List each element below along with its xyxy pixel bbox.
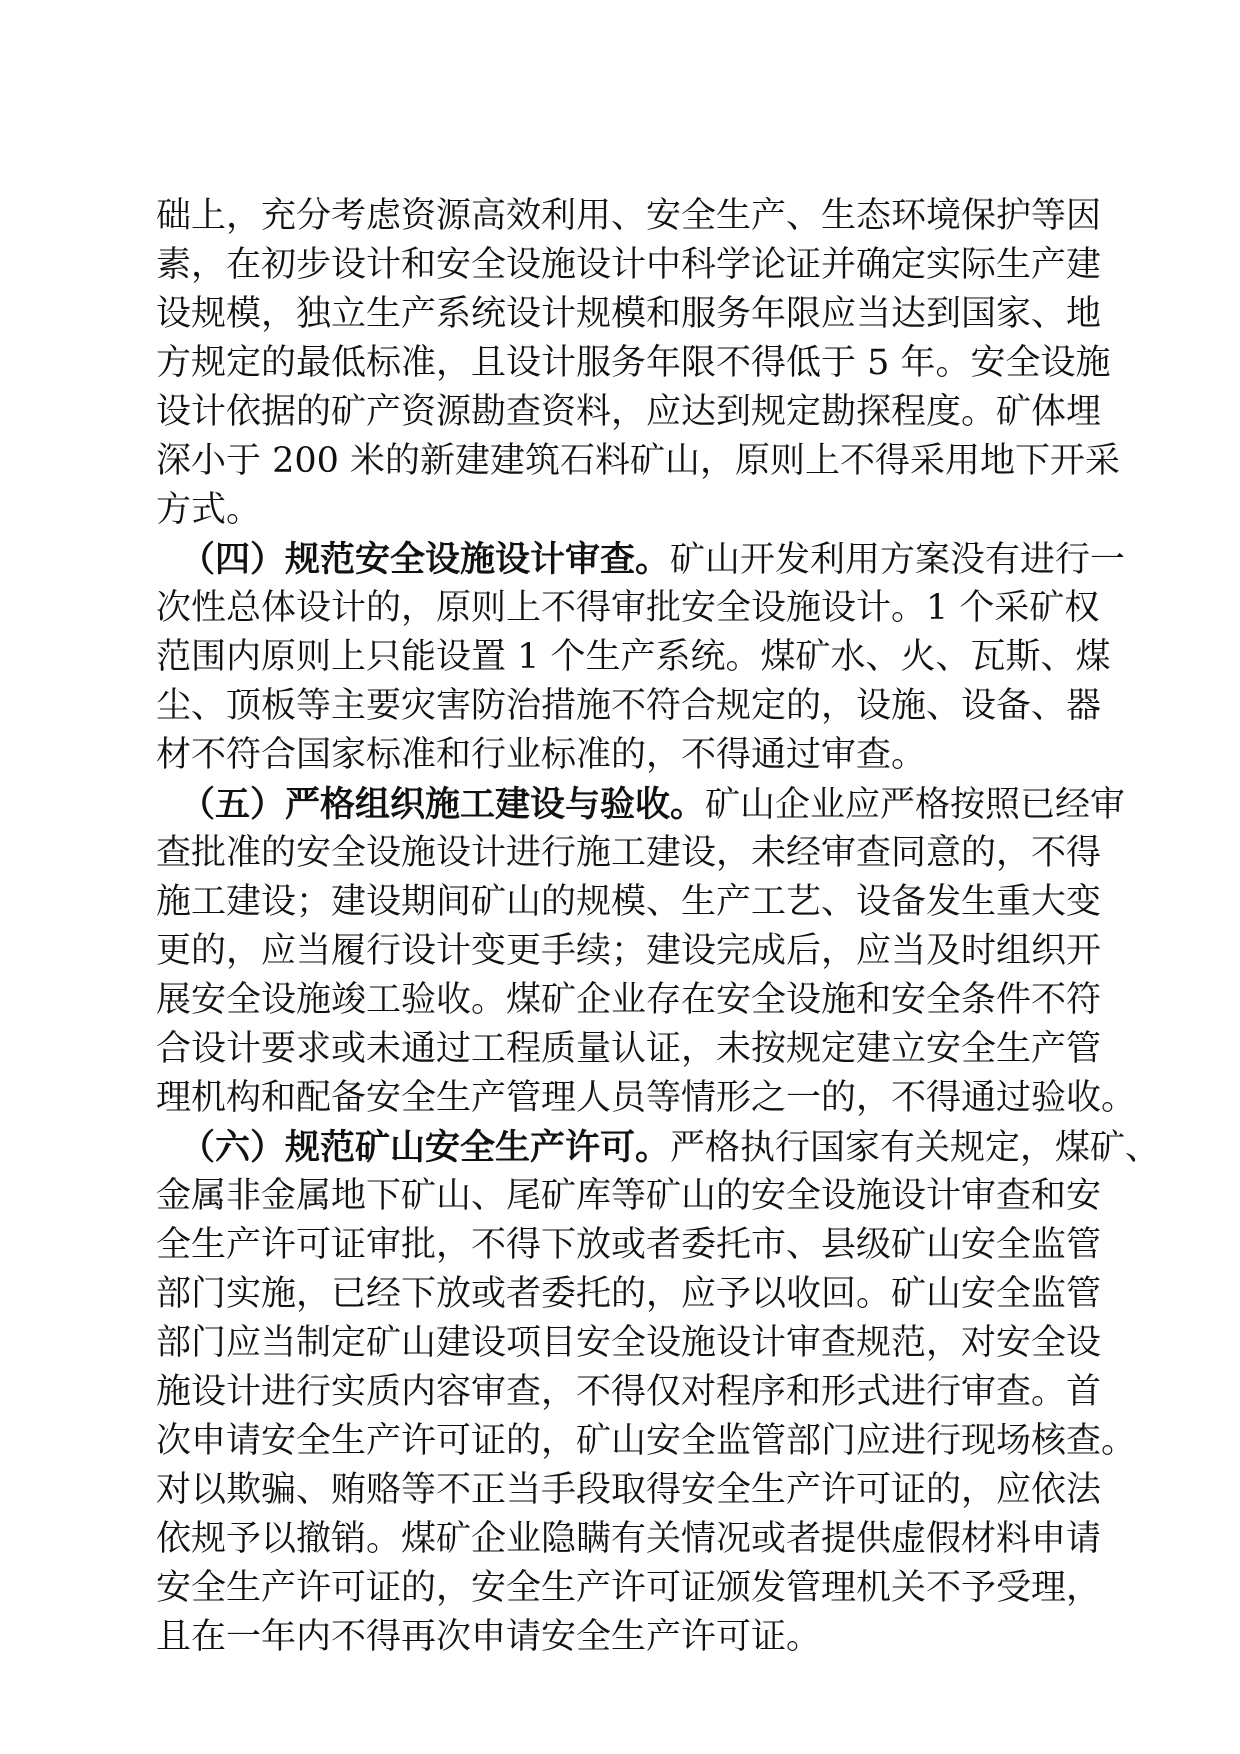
text-line: 施工建设；建设期间矿山的规模、生产工艺、设备发生重大变 — [156, 882, 1102, 922]
text-line: 施设计进行实质内容审查，不得仅对程序和形式进行审查。首 — [156, 1372, 1102, 1412]
text-line: 范围内原则上只能设置 1 个生产系统。煤矿水、火、瓦斯、煤 — [156, 637, 1111, 677]
text-run: 矿山开发利用方案没有进行一 — [670, 540, 1126, 580]
paragraph-4 — [156, 1123, 1161, 1662]
paragraph-2 — [156, 535, 1126, 780]
text-line: 设规模，独立生产系统设计规模和服务年限应当达到国家、地 — [156, 294, 1102, 334]
text-line: 金属非金属地下矿山、尾矿库等矿山的安全设施设计审查和安 — [156, 1176, 1102, 1216]
text-line: 方式。 — [156, 490, 262, 530]
text-line: 合设计要求或未通过工程质量认证，未按规定建立安全生产管 — [156, 1029, 1102, 1069]
text-line — [156, 1123, 1161, 1172]
text-line: 础上，充分考虑资源高效利用、安全生产、生态环境保护等因 — [156, 196, 1102, 236]
text-line — [156, 535, 1126, 584]
section-heading: （六）规范矿山安全生产许可。 — [180, 1127, 671, 1168]
document-body — [156, 192, 1161, 1662]
text-line: 材不符合国家标准和行业标准的，不得通过审查。 — [156, 735, 927, 775]
text-line — [156, 780, 1126, 829]
text-run: 矿山企业应严格按照已经审 — [705, 785, 1126, 825]
text-line: 对以欺骗、贿赂等不正当手段取得安全生产许可证的，应依法 — [156, 1470, 1102, 1510]
text-line: 尘、顶板等主要灾害防治措施不符合规定的，设施、设备、器 — [156, 686, 1102, 726]
text-line: 部门应当制定矿山建设项目安全设施设计审查规范，对安全设 — [156, 1323, 1102, 1363]
text-line: 次申请安全生产许可证的，矿山安全监管部门应进行现场核查。 — [156, 1421, 1137, 1461]
text-line: 更的，应当履行设计变更手续；建设完成后，应当及时组织开 — [156, 931, 1102, 971]
text-line: 设计依据的矿产资源勘查资料，应达到规定勘探程度。矿体埋 — [156, 392, 1102, 432]
text-line: 展安全设施竣工验收。煤矿企业存在安全设施和安全条件不符 — [156, 980, 1102, 1020]
section-heading: （五）严格组织施工建设与验收。 — [180, 784, 706, 825]
text-line: 理机构和配备安全生产管理人员等情形之一的，不得通过验收。 — [156, 1078, 1137, 1118]
text-run: 严格执行国家有关规定，煤矿、 — [670, 1128, 1161, 1168]
text-line: 全生产许可证审批，不得下放或者委托市、县级矿山安全监管 — [156, 1225, 1102, 1265]
text-line: 安全生产许可证的，安全生产许可证颁发管理机关不予受理， — [156, 1568, 1102, 1608]
text-line: 深小于 200 米的新建建筑石料矿山，原则上不得采用地下开采 — [156, 441, 1121, 481]
text-line: 且在一年内不得再次申请安全生产许可证。 — [156, 1617, 822, 1657]
text-line: 次性总体设计的，原则上不得审批安全设施设计。1 个采矿权 — [156, 588, 1100, 628]
text-line: 素，在初步设计和安全设施设计中科学论证并确定实际生产建 — [156, 245, 1102, 285]
text-line: 部门实施，已经下放或者委托的，应予以收回。矿山安全监管 — [156, 1274, 1102, 1314]
text-line: 依规予以撤销。煤矿企业隐瞒有关情况或者提供虚假材料申请 — [156, 1519, 1102, 1559]
paragraph-1 — [156, 192, 1121, 535]
text-line: 查批准的安全设施设计进行施工建设，未经审查同意的，不得 — [156, 833, 1102, 873]
section-heading: （四）规范安全设施设计审查。 — [180, 539, 671, 580]
text-line: 方规定的最低标准，且设计服务年限不得低于 5 年。安全设施 — [156, 343, 1111, 383]
paragraph-3 — [156, 780, 1137, 1123]
